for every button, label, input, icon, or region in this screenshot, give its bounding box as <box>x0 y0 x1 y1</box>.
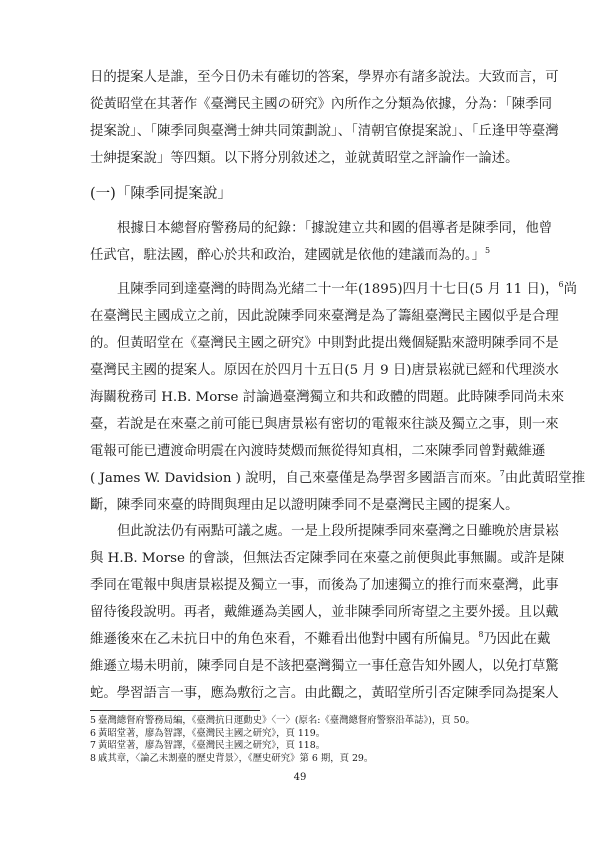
text-line: 臺，若說是在來臺之前可能已與唐景崧有密切的電報來往談及獨立之事，則一來 <box>90 417 559 432</box>
text-span: 由此黃昭堂推 <box>504 471 586 486</box>
footnote-text: 黃昭堂著，廖為智譯，《臺灣民主國之研究》，頁 118。 <box>98 740 326 751</box>
text-line: 季同在電報中與唐景崧提及獨立一事，而後為了加速獨立的推行而來臺灣，此事 <box>90 578 559 593</box>
text-line: 與 H.B. Morse 的會談，但無法否定陳季同在來臺之前便與此事無關。或許是陳 <box>90 551 565 566</box>
text-line: 士紳提案說」等四類。以下將分別敘述之，並就黃昭堂之評論作一論述。 <box>90 151 519 166</box>
text-span: 乃因此在戴 <box>483 632 551 647</box>
footnote <box>90 715 520 728</box>
text-line: 在臺灣民主國成立之前，因此說陳季同來臺灣是為了籌組臺灣民主國似乎是合理 <box>90 309 559 324</box>
text-span: 尚 <box>563 282 577 297</box>
footnote <box>90 753 520 766</box>
text-line: 臺灣民主國的提案人。原因在於四月十五日(5 月 9 日)唐景崧就已經和代理淡水 <box>90 363 559 378</box>
text-line <box>90 276 577 303</box>
text-line: 根據日本總督府警務局的紀錄：「據說建立共和國的倡導者是陳季同，他曾 <box>117 221 553 236</box>
text-line: 的。但黃昭堂在《臺灣民主國之研究》中則對此提出幾個疑點來證明陳季同不是 <box>90 336 559 351</box>
text-line: 電報可能已遭渡命明震在內渡時焚燬而無從得知真相，二來陳季同曾對戴維遜 <box>90 444 546 459</box>
text-span: 且陳季同到達臺灣的時間為光緒二十一年(1895)四月十七日(5 月 11 日)， <box>117 282 559 297</box>
footnote-number: 5 <box>90 715 96 726</box>
section-heading: (一)「陳季同提案說」 <box>90 186 232 202</box>
footnote <box>90 740 520 753</box>
footnote-ref: 5 <box>485 246 491 255</box>
paragraph-4 <box>90 518 565 707</box>
text-line: 但此說法仍有兩點可議之處。一是上段所提陳季同來臺灣之日雖晚於唐景崧 <box>117 524 559 539</box>
text-span: ( James W. Davidsion ) 說明，自己來臺僅是為學習多國語言而來。 <box>90 471 500 486</box>
paragraph-2 <box>90 215 553 269</box>
page-number: 49 <box>293 772 307 783</box>
text-line: 海關稅務司 H.B. Morse 討論過臺灣獨立和共和政體的問題。此時陳季同尚未來 <box>90 390 565 405</box>
paragraph-3 <box>90 276 586 519</box>
text-span: 任武官，駐法國，醉心於共和政治，建國就是依他的建議而為的。」 <box>90 248 486 263</box>
text-line: 蛇。學習語言一事，應為敷衍之言。由此觀之，黃昭堂所引否定陳季同為提案人 <box>90 686 559 701</box>
text-line <box>90 626 551 653</box>
paragraph-1 <box>90 64 559 172</box>
text-line: 日的提案人是誰，至今日仍未有確切的答案，學界亦有諸多說法。大致而言，可 <box>90 70 559 85</box>
footnote-number: 7 <box>90 740 96 751</box>
footnote-text: 戚其章，〈論乙未割臺的歷史背景〉，《歷史研究》第 6 期，頁 29。 <box>98 752 374 764</box>
text-line: 維遜立場未明前，陳季同自是不該把臺灣獨立一事任意告知外國人，以免打草驚 <box>90 659 559 674</box>
footnote <box>90 728 520 741</box>
footnote-ref: 8 <box>478 630 484 639</box>
footnote-number: 6 <box>90 727 96 739</box>
footnote-text: 黃昭堂著，廖為智譯，《臺灣民主國之研究》，頁 119。 <box>98 727 326 739</box>
footnote-ref: 7 <box>499 469 505 478</box>
text-line: 斷，陳季同來臺的時間與理由足以證明陳季同不是臺灣民主國的提案人。 <box>90 498 519 513</box>
text-line: 從黃昭堂在其著作《臺灣民主國の研究》內所作之分類為依據，分為：「陳季同 <box>90 97 552 112</box>
text-line: 留待後段說明。再者，戴維遜為美國人，並非陳季同所寄望之主要外援。且以戴 <box>90 605 559 620</box>
footnote-text: 臺灣總督府警務局編，《臺灣抗日運動史》〈一〉(原名:《臺灣總督府警察沿革誌》)，頁 50。 <box>98 715 475 726</box>
footnote-divider <box>90 710 260 711</box>
footnote-number: 8 <box>90 752 96 764</box>
footnote-ref: 6 <box>558 280 564 289</box>
text-span: 維遜後來在乙未抗日中的角色來看，不難看出他對中國有所偏見。 <box>90 632 479 647</box>
footnotes <box>90 715 520 765</box>
text-line <box>90 242 514 269</box>
text-line: 提案說」、「陳季同與臺灣士紳共同策劃說」、「清朝官僚提案說」、「丘逢甲等臺灣 <box>90 124 559 139</box>
text-line <box>90 465 586 492</box>
